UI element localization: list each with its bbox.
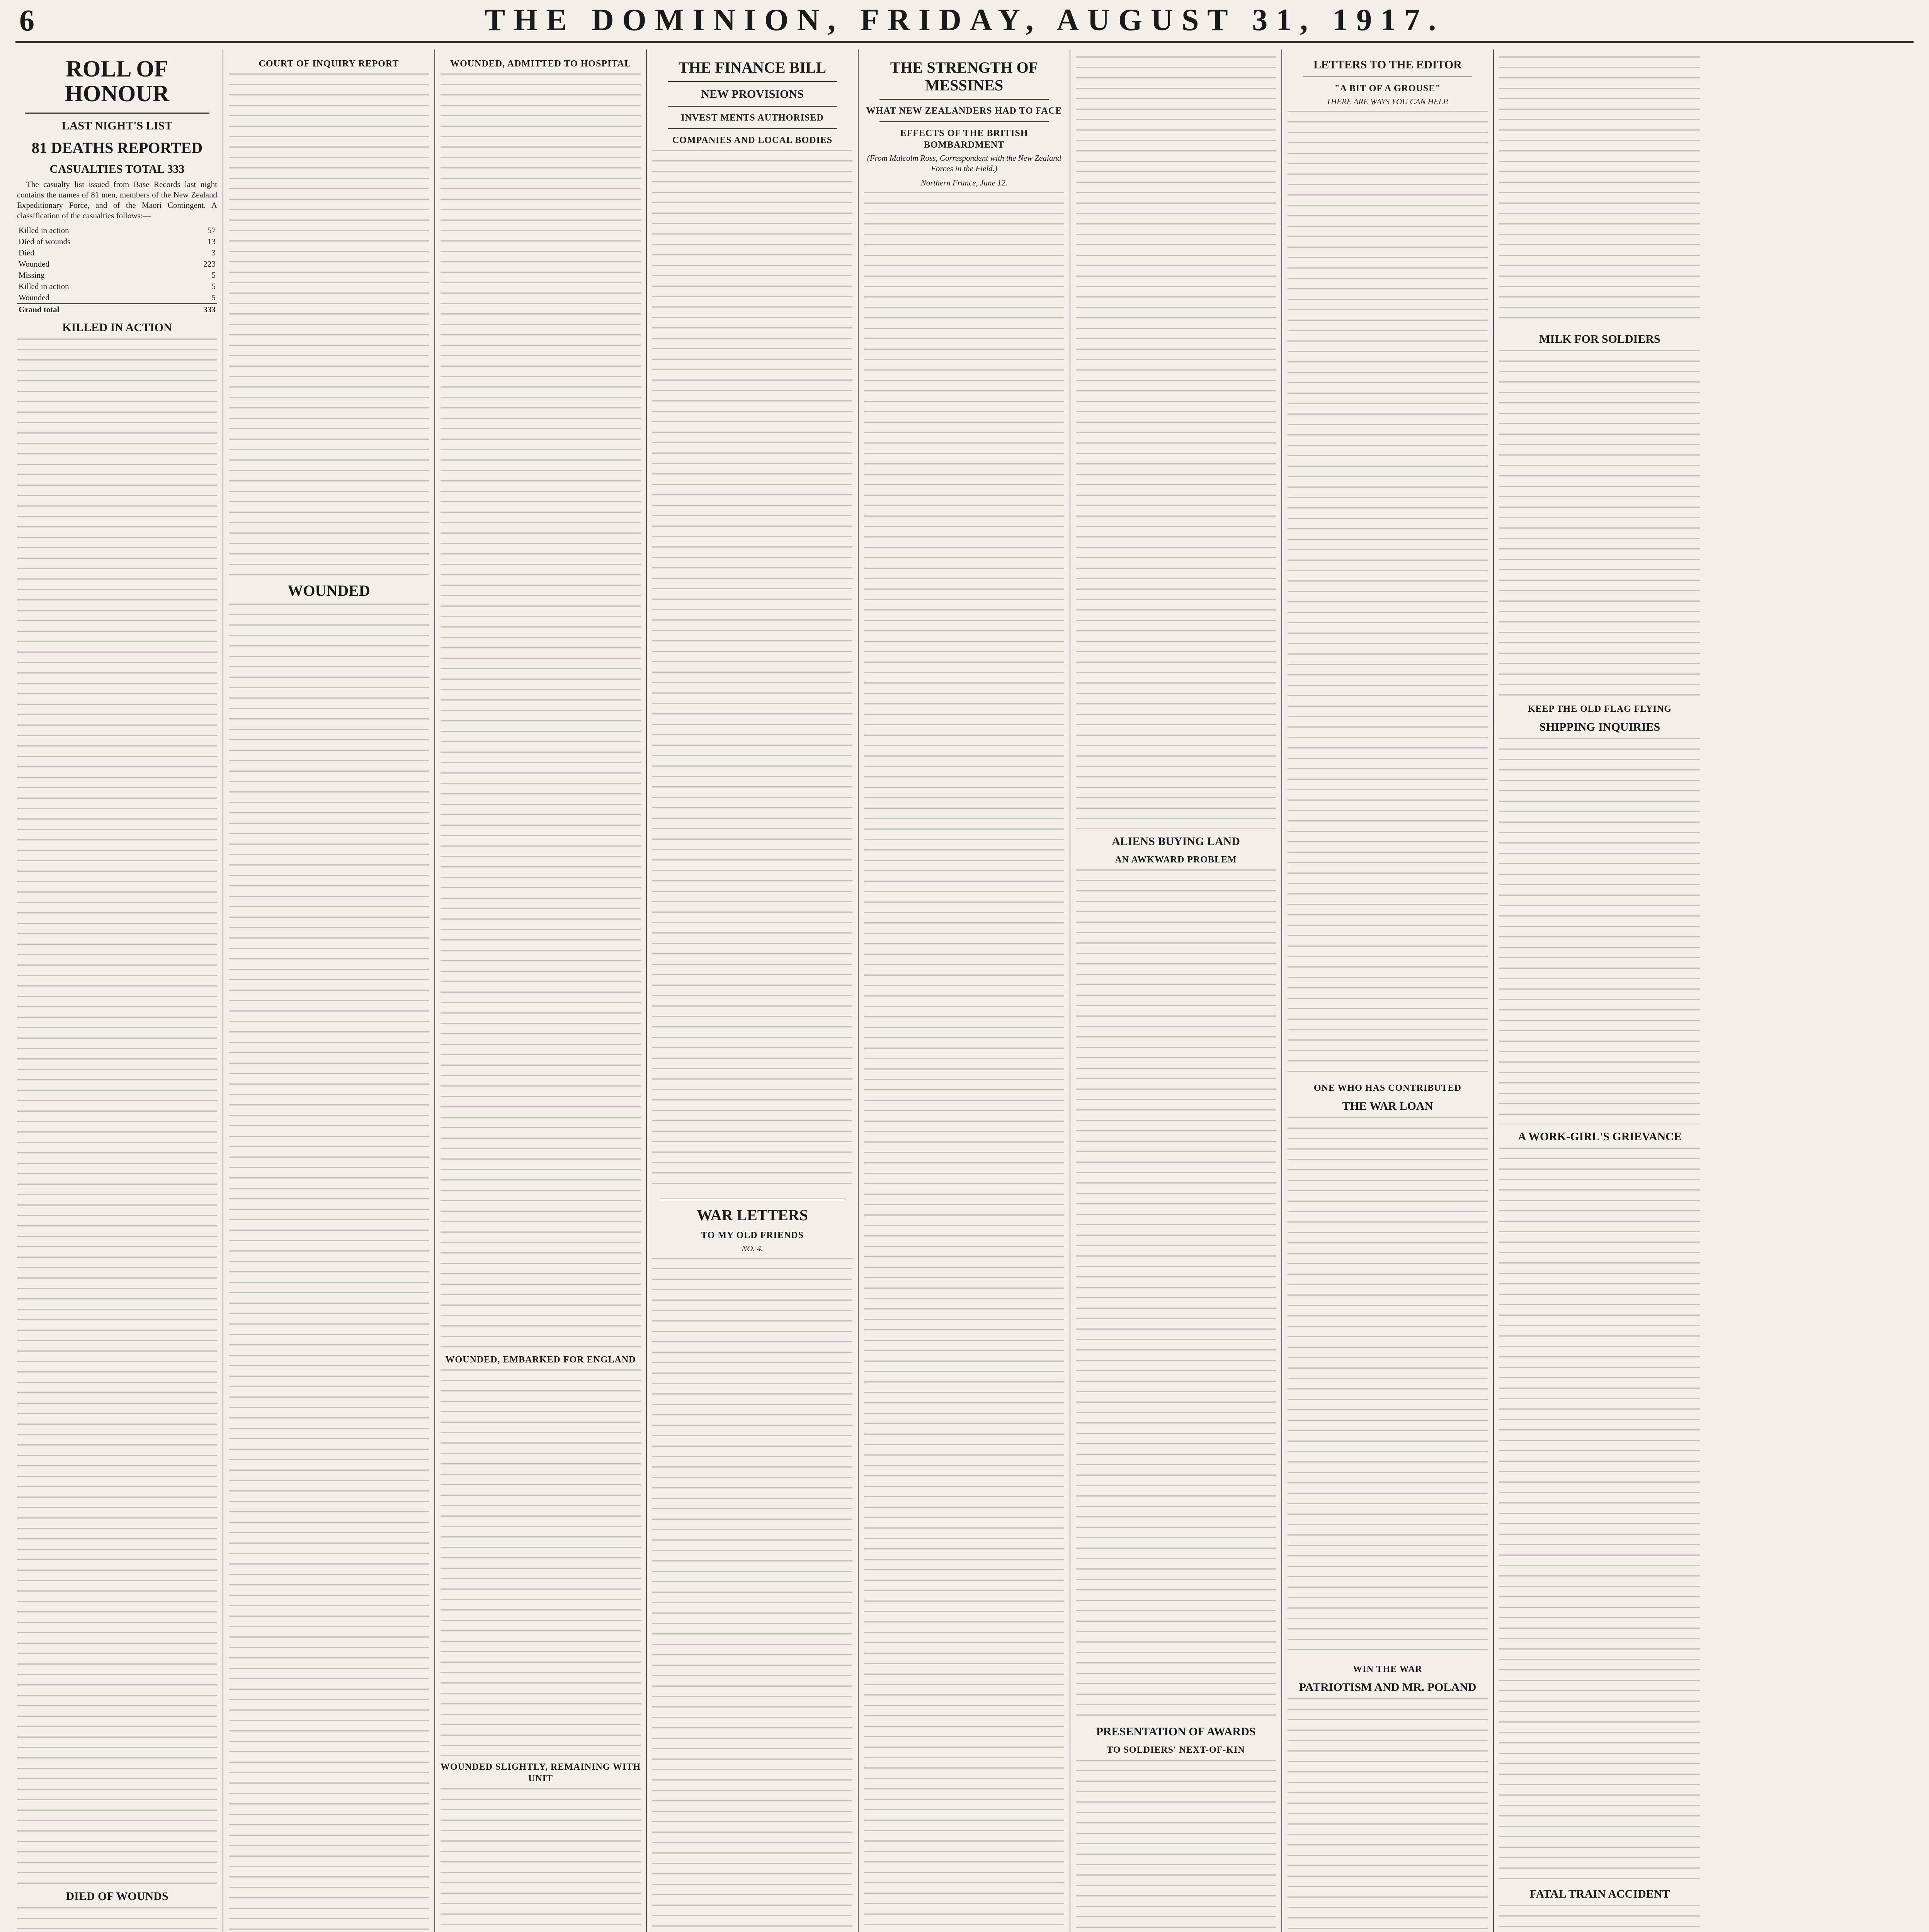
work-girls-grievance-heading: A WORK-GIRL'S GRIEVANCE <box>1518 1130 1682 1143</box>
war-letters-heading: WAR LETTERS <box>697 1206 808 1224</box>
companies-local-bodies-subhead: COMPANIES AND LOCAL BODIES <box>672 135 833 145</box>
column-messines <box>859 49 1070 1932</box>
table-total-row: Grand total 333 <box>17 304 217 315</box>
column-finance-bill <box>647 49 859 1932</box>
letter-text <box>1288 1117 1488 1658</box>
messines-subhead: WHAT NEW ZEALANDERS HAD TO FACE <box>866 106 1062 116</box>
column-casualties-2 <box>223 49 435 1932</box>
article-text <box>652 1258 852 1932</box>
investments-authorised-subhead: INVEST MENTS AUTHORISED <box>681 113 824 123</box>
messines-byline: (From Malcolm Ross, Correspondent with the New Zealand Forces in the Field.) <box>867 153 1061 173</box>
bit-of-a-grouse-subhead: "A BIT OF A GROUSE" <box>1334 83 1441 94</box>
casualty-list-text <box>441 1788 641 1932</box>
article-text <box>1499 56 1700 327</box>
table-row: Killed in action 57 <box>19 226 216 235</box>
next-of-kin-subhead: TO SOLDIERS' NEXT-OF-KIN <box>1107 1745 1245 1755</box>
column-letters <box>1282 49 1494 1932</box>
died-of-wounds-heading: DIED OF WOUNDS <box>66 1890 168 1903</box>
casualty-list-text <box>441 73 641 1349</box>
casualties-total: CASUALTIES TOTAL 333 <box>49 163 185 175</box>
shipping-inquiries-heading: SHIPPING INQUIRIES <box>1539 721 1660 733</box>
casualty-list-text <box>441 1369 641 1756</box>
aliens-buying-land-heading: ALIENS BUYING LAND <box>1112 835 1240 848</box>
bombardment-subhead: EFFECTS OF THE BRITISH BOMBARDMENT <box>900 128 1028 150</box>
letter-text <box>1288 111 1488 1077</box>
casualty-list-text <box>17 338 217 1884</box>
casualty-intro: The casualty list issued from Base Records last night contains the names of 81 men, members of the New Zealand Expeditionary Force, and of the Maori Contingent. A classification of the casualties follows:— <box>17 180 217 220</box>
table-row: Died of wounds 13 <box>19 237 216 246</box>
embarked-for-england-heading: WOUNDED, EMBARKED FOR ENGLAND <box>445 1355 636 1365</box>
messines-dateline: Northern France, June 12. <box>920 178 1008 187</box>
wounded-heading: WOUNDED <box>287 582 370 599</box>
table-row: Wounded 223 <box>19 259 216 269</box>
new-provisions-subhead: NEW PROVISIONS <box>701 88 804 100</box>
casualty-list-text <box>17 1907 217 1932</box>
letter-text <box>1288 1698 1488 1932</box>
win-the-war-sign: WIN THE WAR <box>1353 1664 1422 1674</box>
page-number: 6 <box>19 3 34 37</box>
table-row: Missing 5 <box>19 270 216 280</box>
masthead-title: THE DOMINION, FRIDAY, AUGUST 31, 1917. <box>484 3 1445 37</box>
to-my-old-friends-subhead: TO MY OLD FRIENDS <box>701 1230 804 1240</box>
casualty-list-text <box>229 604 429 1932</box>
columns <box>12 49 1917 1932</box>
presentation-of-awards-heading: PRESENTATION OF AWARDS <box>1096 1725 1256 1738</box>
roll-of-honour-heading: ROLL OF HONOUR <box>65 56 169 106</box>
article-text <box>1499 738 1700 1124</box>
table-row: Killed in action 5 <box>19 282 216 291</box>
patriotism-heading: PATRIOTISM AND MR. POLAND <box>1299 1681 1477 1694</box>
casualty-list-text <box>229 73 429 576</box>
war-loan-heading: THE WAR LOAN <box>1342 1100 1433 1112</box>
column-aliens <box>1070 49 1282 1932</box>
article-text <box>1076 56 1276 829</box>
article-text <box>864 192 1064 1932</box>
court-of-inquiry-heading: COURT OF INQUIRY REPORT <box>259 59 399 69</box>
killed-in-action-heading: KILLED IN ACTION <box>62 321 172 334</box>
fatal-train-accident-heading: FATAL TRAIN ACCIDENT <box>1529 1888 1670 1900</box>
table-row: Died 3 <box>19 248 216 257</box>
last-nights-list: LAST NIGHT'S LIST <box>61 119 173 132</box>
column-casualties-3 <box>435 49 647 1932</box>
article-text <box>1499 1905 1700 1932</box>
article-text <box>1499 350 1700 698</box>
remaining-with-unit-heading: WOUNDED SLIGHTLY, REMAINING WITH UNIT <box>441 1762 641 1784</box>
awkward-problem-subhead: AN AWKWARD PROBLEM <box>1115 855 1237 865</box>
letters-to-editor-heading: LETTERS TO THE EDITOR <box>1313 58 1462 71</box>
deaths-reported: 81 DEATHS REPORTED <box>31 139 203 156</box>
messines-heading: THE STRENGTH OF MESSINES <box>890 59 1038 94</box>
one-who-has-contributed-sign: ONE WHO HAS CONTRIBUTED <box>1314 1083 1461 1093</box>
ways-to-help-subhead: THERE ARE WAYS YOU CAN HELP. <box>1326 97 1449 106</box>
article-text <box>652 150 852 1193</box>
masthead <box>15 3 1914 43</box>
letter-number: NO. 4. <box>742 1244 763 1253</box>
casualty-table <box>17 225 217 315</box>
column-roll-of-honour <box>12 49 223 1932</box>
keep-old-flag-flying-sign: KEEP THE OLD FLAG FLYING <box>1528 704 1672 714</box>
finance-bill-heading: THE FINANCE BILL <box>678 59 827 76</box>
article-text <box>1076 869 1276 1719</box>
admitted-to-hospital-heading: WOUNDED, ADMITTED TO HOSPITAL <box>450 59 631 69</box>
table-row: Wounded 5 <box>19 293 216 302</box>
column-misc <box>1494 49 1706 1932</box>
article-text <box>1076 1760 1276 1932</box>
article-text <box>1499 1148 1700 1882</box>
milk-for-soldiers-heading: MILK FOR SOLDIERS <box>1539 333 1660 345</box>
